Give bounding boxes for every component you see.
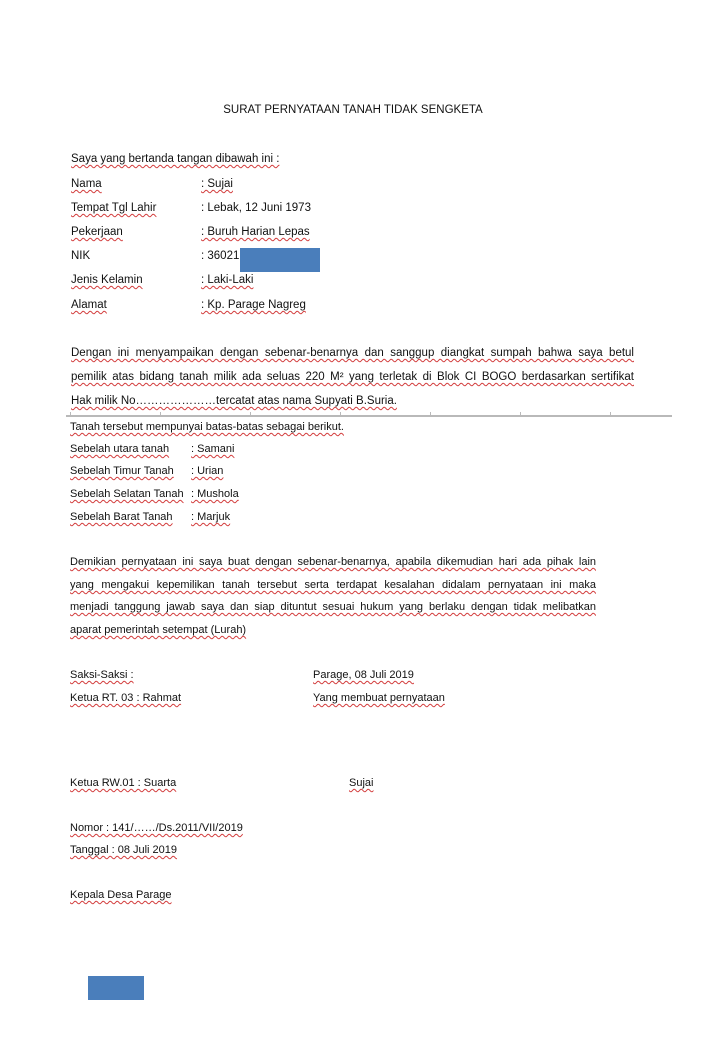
ruler-tick (160, 412, 161, 417)
identity-label-gender: Jenis Kelamin (71, 274, 143, 286)
witness-heading: Saksi-Saksi : (70, 669, 134, 681)
document-title: SURAT PERNYATAAN TANAH TIDAK SENGKETA (223, 104, 483, 116)
ruler-tick (250, 412, 251, 417)
village-head: Kepala Desa Parage (70, 889, 172, 901)
ruler-tick (520, 412, 521, 417)
boundary-value-west: : Marjuk (191, 511, 231, 523)
boundary-label-east: Sebelah Timur Tanah (70, 465, 174, 477)
boundaries-intro: Tanah tersebut mempunyai batas-batas sebagai berikut. (70, 421, 344, 433)
identity-value-nik: : 36021 (201, 250, 240, 262)
boundary-value-south: : Mushola (191, 488, 239, 500)
identity-label-birth: Tempat Tgl Lahir (71, 202, 157, 214)
boundary-label-south: Sebelah Selatan Tanah (70, 488, 184, 500)
closing-line: Demikian pernyataan ini saya buat dengan sebenar-benarnya, apabila dikemudian hari ada pihak lain (70, 556, 596, 568)
statement-line: Hak milik No…………………tercatat atas nama Supyati B.Suria. (71, 395, 397, 407)
identity-label-address: Alamat (71, 299, 107, 311)
identity-value-birth: : Lebak, 12 Juni 1973 (201, 202, 311, 214)
maker-name: Sujai (349, 777, 374, 789)
boundary-value-north: : Samani (191, 443, 235, 455)
identity-value-job: : Buruh Harian Lepas (201, 226, 310, 238)
page-break-line (66, 415, 672, 417)
identity-value-name: : Sujai (201, 178, 233, 190)
rw-witness: Ketua RW.01 : Suarta (70, 777, 177, 789)
statement-line: Dengan ini menyampaikan dengan sebenar-benarnya dan sanggup diangkat sumpah bahwa saya betul (71, 347, 634, 359)
intro-text: Saya yang bertanda tangan dibawah ini : (71, 153, 280, 165)
boundary-label-north: Sebelah utara tanah (70, 443, 170, 455)
ruler-tick (430, 412, 431, 417)
boundary-label-west: Sebelah Barat Tanah (70, 511, 173, 523)
registry-number: Nomor : 141/……/Ds.2011/VII/2019 (70, 822, 243, 834)
closing-line: menjadi tanggung jawab saya dan siap dituntut sesuai hukum yang berlaku dengan tidak melibatkan (70, 601, 596, 613)
closing-line: yang mengakui kepemilikan tanah tersebut serta terdapat kesalahan didalam pernyataan ini maka (70, 579, 596, 591)
registry-date: Tanggal : 08 Juli 2019 (70, 844, 178, 856)
identity-label-nik: NIK (71, 250, 91, 262)
nik-redaction-block (240, 248, 320, 272)
identity-value-address: : Kp. Parage Nagreg (201, 299, 306, 311)
identity-value-gender: : Laki-Laki (201, 274, 254, 286)
identity-label-name: Nama (71, 178, 102, 190)
ruler-tick (610, 412, 611, 417)
ruler-tick (340, 412, 341, 417)
identity-label-job: Pekerjaan (71, 226, 123, 238)
closing-line: aparat pemerintah setempat (Lurah) (70, 624, 247, 636)
place-date: Parage, 08 Juli 2019 (313, 669, 414, 681)
stamp-redaction-block (88, 976, 144, 1000)
rt-witness: Ketua RT. 03 : Rahmat (70, 692, 182, 704)
ruler-tick (70, 412, 71, 417)
maker-label: Yang membuat pernyataan (313, 692, 445, 704)
boundary-value-east: : Urian (191, 465, 224, 477)
statement-line: pemilik atas bidang tanah milik ada seluas 220 M² yang terletak di Blok CI BOGO berdasarkan sertifikat (71, 371, 634, 383)
